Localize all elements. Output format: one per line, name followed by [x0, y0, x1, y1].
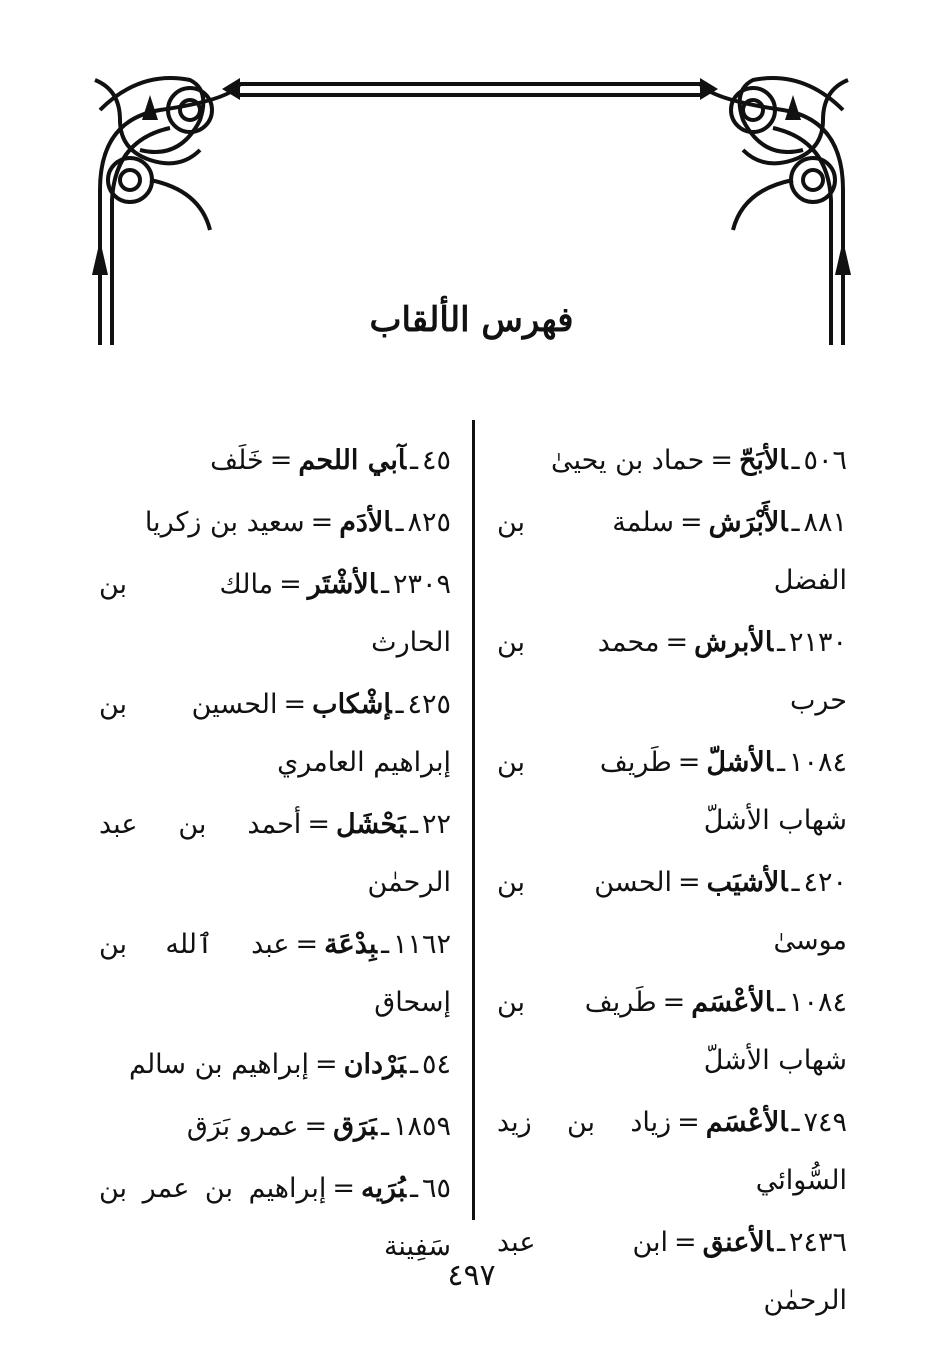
entry-name: مالك بن الحارث [99, 569, 451, 658]
entry-laqab: بَرْدان [343, 1049, 407, 1080]
entry-number: ٧٤٩ [803, 1107, 847, 1138]
index-entry: ١٠٨٤ـالأعْسَم=طَريف بن شهاب الأشلّ [497, 987, 847, 1076]
entry-number: ٤٢٥ [407, 689, 451, 720]
entry-laqab: الأعْسَم [705, 1107, 788, 1138]
entry-number: ٢٢ [421, 809, 451, 840]
entry-number: ١٠٨٤ [788, 747, 847, 778]
index-entry: ٥٠٦ـالأبَحّ=حماد بن يحيىٰ [550, 445, 847, 476]
entry-laqab: الأشلّ [706, 747, 774, 778]
entry-number: ٢٤٣٦ [788, 1227, 847, 1258]
entry-number: ٦٥ [421, 1173, 451, 1204]
entry-name: الحسن بن موسىٰ [497, 867, 847, 956]
entry-name: سعيد بن زكريا [144, 507, 305, 538]
entry-laqab: الأبرش [694, 627, 774, 658]
entry-name: طَريف بن شهاب الأشلّ [497, 747, 847, 836]
entry-name: خَلَف [210, 445, 264, 476]
entry-laqab: بَرَق [333, 1111, 378, 1142]
entry-name: أحمد بن عبد الرحمٰن [99, 809, 451, 898]
index-column-left [99, 432, 451, 1280]
entry-laqab: إشْكاب [312, 689, 392, 720]
entry-number: ٨٢٥ [407, 507, 451, 538]
entry-number: ٥٠٦ [803, 445, 847, 476]
entry-number: ٢٣٠٩ [392, 569, 451, 600]
index-entry: ٦٥ـبُرَيه=إبراهيم بن عمر بن سَفِينة [99, 1173, 451, 1262]
index-entry: ٢٢ـبَحْشَل=أحمد بن عبد الرحمٰن [99, 809, 451, 898]
entry-laqab: الأَبْرَش [708, 507, 788, 538]
entry-laqab: الأدَم [339, 507, 392, 538]
entry-laqab: آبي اللحم [298, 445, 407, 476]
index-entry: ٤٢٠ـالأشيَب=الحسن بن موسىٰ [497, 867, 847, 956]
entry-number: ٢١٣٠ [788, 627, 847, 658]
entry-name: سلمة بن الفضل [497, 507, 847, 596]
index-entry: ٢٤٣٦ـالأعنق=ابن عبد الرحمٰن [497, 1227, 847, 1316]
index-entry: ١٠٨٤ـالأشلّ=طَريف بن شهاب الأشلّ [497, 747, 847, 836]
index-entry: ٥٤ـبَرْدان=إبراهيم بن سالم [128, 1049, 451, 1080]
page-title: فهرس الألقاب [369, 300, 574, 340]
index-column-right [497, 432, 847, 1334]
index-entry: ١٨٥٩ـبَرَق=عمرو بَرَق [186, 1111, 451, 1142]
column-divider [472, 420, 475, 1220]
page-number: ٤٩٧ [447, 1258, 496, 1293]
entry-number: ٤٢٠ [803, 867, 847, 898]
entry-laqab: بِدْعَة [324, 929, 378, 960]
entry-laqab: الأشيَب [706, 867, 788, 898]
entry-name: حماد بن يحيىٰ [550, 445, 705, 476]
entry-name: محمد بن حرب [497, 627, 847, 716]
entry-number: ٥٤ [421, 1049, 451, 1080]
entry-laqab: الأعنق [702, 1227, 774, 1258]
entry-laqab: الأعْسَم [691, 987, 774, 1018]
index-entry: ٧٤٩ـالأعْسَم=زياد بن زيد السُّوائي [497, 1107, 847, 1196]
index-entry: ٤٥ـآبي اللحم=خَلَف [210, 445, 451, 476]
entry-laqab: بُرَيه [361, 1173, 407, 1204]
entry-name: إبراهيم بن عمر بن سَفِينة [99, 1173, 451, 1262]
index-entry: ٢١٣٠ـالأبرش=محمد بن حرب [497, 627, 847, 716]
entry-number: ١١٦٢ [392, 929, 451, 960]
index-entry: ٨٨١ـالأَبْرَش=سلمة بن الفضل [497, 507, 847, 596]
entry-name: ابن عبد الرحمٰن [497, 1227, 847, 1316]
entry-number: ١٨٥٩ [392, 1111, 451, 1142]
entry-number: ١٠٨٤ [788, 987, 847, 1018]
entry-name: الحسين بن إبراهيم العامري [99, 689, 451, 778]
entry-laqab: بَحْشَل [335, 809, 407, 840]
entry-name: طَريف بن شهاب الأشلّ [497, 987, 847, 1076]
entry-number: ٨٨١ [803, 507, 847, 538]
entry-name: إبراهيم بن سالم [128, 1049, 310, 1080]
entry-name: عمرو بَرَق [186, 1111, 299, 1142]
entry-name: زياد بن زيد السُّوائي [497, 1107, 847, 1196]
entry-laqab: الأشْتَر [307, 569, 378, 600]
entry-laqab: الأبَحّ [738, 445, 788, 476]
entry-name: عبد ٱلله بن إسحاق [99, 929, 451, 1018]
index-entry: ٨٢٥ـالأدَم=سعيد بن زكريا [144, 507, 451, 538]
index-entry: ٤٢٥ـإشْكاب=الحسين بن إبراهيم العامري [99, 689, 451, 778]
entry-number: ٤٥ [421, 445, 451, 476]
index-entry: ٢٣٠٩ـالأشْتَر=مالك بن الحارث [99, 569, 451, 658]
index-entry: ١١٦٢ـبِدْعَة=عبد ٱلله بن إسحاق [99, 929, 451, 1018]
